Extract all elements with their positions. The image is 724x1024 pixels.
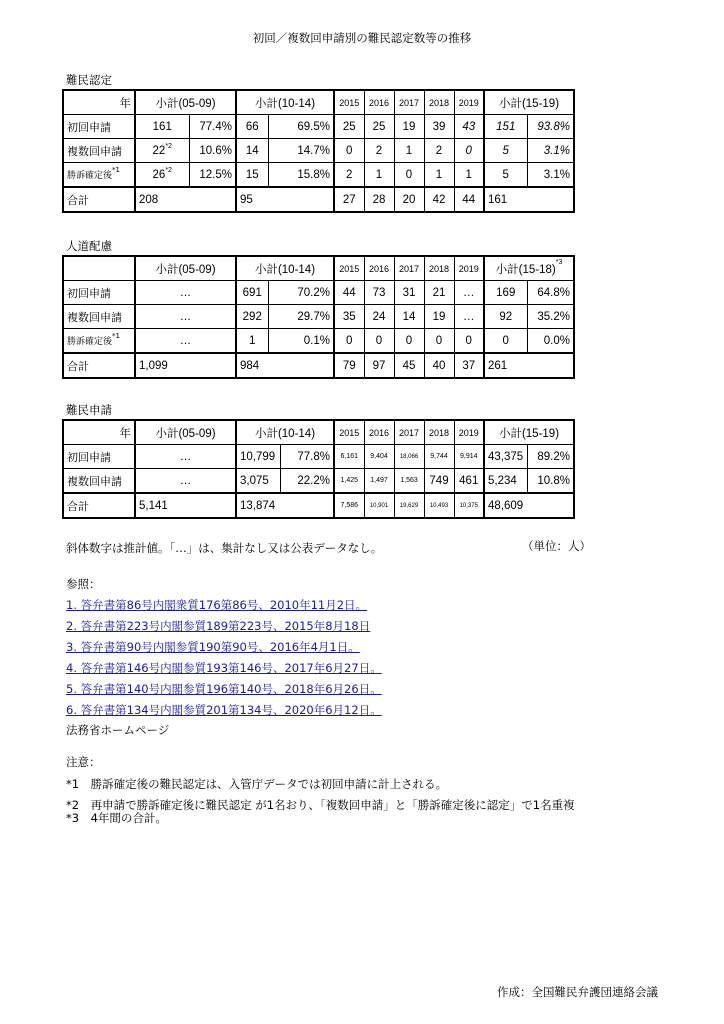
note-item: *3 4年間の合計。 [66,811,167,825]
header-subtotal-10-14: 小計(10-14) [236,256,334,281]
cell: 1,563 [394,469,424,494]
cell: 10,493 [424,493,454,518]
cell: 1 [454,163,484,188]
cell: 25 [364,115,394,139]
applications-table [62,419,575,519]
cell: 19 [424,305,454,329]
header-subtotal-15-19: 小計(15-19) [484,420,574,445]
recognition-table [62,89,575,213]
cell: … [135,469,236,494]
row-label: 勝訴確定後$^{*1}$ [63,329,135,354]
header-2015: 2015 [334,90,364,115]
header-2017: 2017 [394,256,424,281]
section-label-applications: 難民申請 [66,403,112,417]
row-label: 合計 [63,353,135,378]
cell: 984 [236,353,334,378]
row-label: 合計 [63,493,135,518]
cell: 24 [364,305,394,329]
cell: 0.0% [527,329,574,354]
cell: 0 [454,329,484,354]
reference-link[interactable]: 5. 答弁書第140号内閣参質196第140号、2018年6月26日。 [66,682,382,696]
cell: 22$^{*2}$ [135,139,189,163]
cell: 15 [236,163,268,188]
cell: 27 [334,187,364,212]
reference-link[interactable]: 1. 答弁書第86号内閣衆質176第86号、2010年11月2日。 [66,598,368,612]
cell: 3.1% [527,163,574,188]
cell: 13,874 [236,493,334,518]
cell: 0 [424,329,454,354]
cell: 21 [424,281,454,305]
cell: 48,609 [484,493,574,518]
cell: 0 [484,329,527,354]
page-title: 初回／複数回申請別の難民認定数等の推移 [252,31,472,45]
cell: 93.8% [527,115,574,139]
cell: 26$^{*2}$ [135,163,189,188]
cell: … [135,329,236,354]
reference-link[interactable]: 3. 答弁書第90号内閣参質190第90号、2016年4月1日。 [66,640,360,654]
cell: 169 [484,281,527,305]
header-2019: 2019 [454,420,484,445]
cell: 161 [135,115,189,139]
cell: 0 [454,139,484,163]
cell: 161 [484,187,574,212]
cell: 0 [334,139,364,163]
cell: 10,799 [236,445,280,469]
cell: 10,375 [454,493,484,518]
row-label: 複数回申請 [63,139,135,163]
cell: 3,075 [236,469,280,494]
header-2019: 2019 [454,256,484,281]
cell: 1,497 [364,469,394,494]
cell: 5 [484,139,527,163]
header-2018: 2018 [424,256,454,281]
cell: 95 [236,187,334,212]
cell: 12.5% [189,163,236,188]
credit-line: 作成：全国難民弁護団連絡会議 [497,985,658,999]
cell: 1 [424,163,454,188]
cell: … [135,281,236,305]
table-row [63,445,574,469]
header-subtotal-05-09: 小計(05-09) [135,256,236,281]
row-label: 初回申請 [63,445,135,469]
header-2018: 2018 [424,90,454,115]
cell: 6,161 [334,445,364,469]
cell: 44 [454,187,484,212]
cell: 25 [334,115,364,139]
humanitarian-table [62,255,575,379]
cell: 3.1% [527,139,574,163]
table-header-row [63,420,574,445]
cell: … [454,281,484,305]
cell: 261 [484,353,574,378]
cell: 5 [484,163,527,188]
header-subtotal-15-19: 小計(15-19) [484,90,574,115]
note-item: *1 勝訴確定後の難民認定は、入管庁データでは初回申請に計上される。 [66,777,448,791]
header-year: 年 [63,420,135,445]
table-total-row [63,493,574,518]
table-row [63,163,574,188]
table-row [63,139,574,163]
cell: 77.8% [280,445,334,469]
table-header-row [63,256,574,281]
cell: 1,099 [135,353,236,378]
table-total-row [63,353,574,378]
table-row [63,469,574,494]
cell: 40 [424,353,454,378]
reference-link[interactable]: 4. 答弁書第146号内閣参質193第146号、2017年6月27日。 [66,661,382,675]
cell: 18,066 [394,445,424,469]
cell: 10.8% [527,469,574,494]
cell: … [135,305,236,329]
cell: 39 [424,115,454,139]
table-header-row [63,90,574,115]
reference-link[interactable]: 2. 答弁書第223号内閣参質189第223号、2015年8月18日 [66,619,371,633]
cell: 14 [394,305,424,329]
cell: 5,141 [135,493,236,518]
header-2018: 2018 [424,420,454,445]
cell: 10,901 [364,493,394,518]
header-2015: 2015 [334,256,364,281]
cell: 5,234 [484,469,527,494]
section-label-recognition: 難民認定 [66,73,112,87]
cell: 64.8% [527,281,574,305]
table-row [63,329,574,354]
cell: 0 [334,329,364,354]
header-2017: 2017 [394,420,424,445]
header-subtotal-15-18: 小計$(15-18)^{*3}$ [484,256,574,281]
table-row [63,281,574,305]
cell: 42 [424,187,454,212]
cell: 70.2% [268,281,334,305]
cell: 45 [394,353,424,378]
cell: 151 [484,115,527,139]
header-blank [63,256,135,281]
cell: 1 [364,163,394,188]
cell: … [135,445,236,469]
cell: 7,586 [334,493,364,518]
cell: 29.7% [268,305,334,329]
cell: 15.8% [268,163,334,188]
cell: 14 [236,139,268,163]
cell: 20 [394,187,424,212]
row-label: 勝訴確定後$^{*1}$ [63,163,135,188]
cell: 9,404 [364,445,394,469]
cell: 69.5% [268,115,334,139]
cell: 0.1% [268,329,334,354]
cell: 0 [394,329,424,354]
cell: 749 [424,469,454,494]
cell: 14.7% [268,139,334,163]
cell: 22.2% [280,469,334,494]
cell: 35 [334,305,364,329]
cell: 19 [394,115,424,139]
notes-heading: 注意： [66,755,101,769]
header-2016: 2016 [364,90,394,115]
cell: 292 [236,305,268,329]
header-subtotal-05-09: 小計(05-09) [135,90,236,115]
cell: 89.2% [527,445,574,469]
cell: 77.4% [189,115,236,139]
references-extra: 法務省ホームページ [66,723,170,737]
cell: 0 [364,329,394,354]
header-subtotal-05-09: 小計(05-09) [135,420,236,445]
row-label: 合計 [63,187,135,212]
cell: 37 [454,353,484,378]
cell: 1 [394,139,424,163]
cell: 43,375 [484,445,527,469]
cell: 1 [236,329,268,354]
table-row [63,305,574,329]
header-2017: 2017 [394,90,424,115]
header-2016: 2016 [364,256,394,281]
table-row [63,115,574,139]
cell: 44 [334,281,364,305]
cell: 208 [135,187,236,212]
references-heading: 参照： [66,577,101,591]
note-item: *2 再申請で勝訴確定後に難民認定 が1名おり、「複数回申請」と「勝訴確定後に認定」で1名重複 [66,798,575,812]
row-label: 複数回申請 [63,305,135,329]
cell: 66 [236,115,268,139]
reference-link[interactable]: 6. 答弁書第134号内閣参質201第134号、2020年6月12日。 [66,703,382,717]
row-label: 複数回申請 [63,469,135,494]
cell: 92 [484,305,527,329]
cell: 691 [236,281,268,305]
cell: 35.2% [527,305,574,329]
cell: 0 [394,163,424,188]
header-2016: 2016 [364,420,394,445]
header-year: 年 [63,90,135,115]
cell: 10.6% [189,139,236,163]
cell: 31 [394,281,424,305]
section-label-humanitarian: 人道配慮 [66,239,112,253]
row-label: 初回申請 [63,281,135,305]
cell: 461 [454,469,484,494]
header-2015: 2015 [334,420,364,445]
row-label: 初回申請 [63,115,135,139]
cell: 73 [364,281,394,305]
cell: 43 [454,115,484,139]
header-2019: 2019 [454,90,484,115]
cell: 2 [424,139,454,163]
cell: 1,425 [334,469,364,494]
cell: 9,914 [454,445,484,469]
cell: 9,744 [424,445,454,469]
table-total-row [63,187,574,212]
header-subtotal-10-14: 小計(10-14) [236,420,334,445]
cell: … [454,305,484,329]
cell: 19,629 [394,493,424,518]
cell: 2 [334,163,364,188]
unit-note: （単位：人） [522,539,591,553]
cell: 97 [364,353,394,378]
cell: 28 [364,187,394,212]
cell: 79 [334,353,364,378]
cell: 2 [364,139,394,163]
header-subtotal-10-14: 小計(10-14) [236,90,334,115]
legend-note: 斜体数字は推計値。「…」は、集計なし又は公表データなし。 [66,541,383,555]
